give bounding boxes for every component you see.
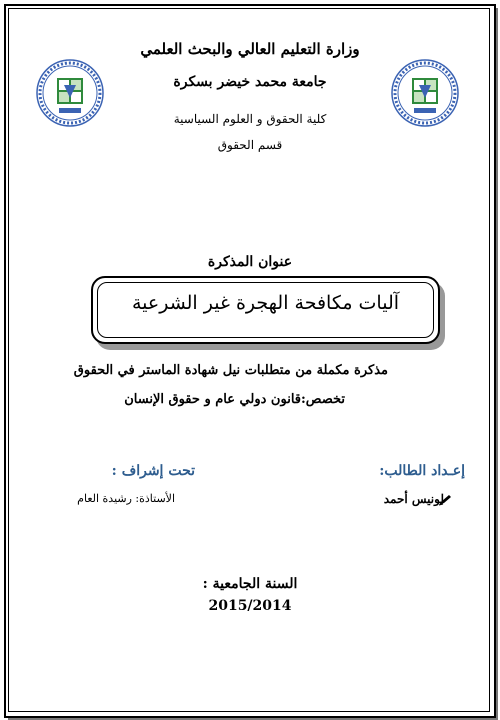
supervisor-name: الأستاذة: رشيدة العام [77,492,175,505]
thesis-title: آليات مكافحة الهجرة غير الشرعية [131,292,400,314]
thesis-title-box [91,276,440,344]
department-heading: قسم الحقوق [217,138,283,152]
faculty-heading: كلية الحقوق و العلوم السياسية [173,112,327,126]
prepared-by-label: إعـداد الطالب: [379,463,465,479]
university-heading: جامعة محمد خيضر بسكرة [173,74,327,90]
ministry-heading: وزارة التعليم العالي والبحث العلمي [140,40,360,58]
specialty-line: تخصص:قانون دولي عام و حقوق الإنسان [124,392,345,407]
thesis-title-label: عنوان المذكرة [207,254,293,270]
supervised-by-label: تحت إشراف : [111,463,195,479]
academic-year-label: السنة الجامعية : [202,576,298,592]
student-name: لونيس أحمد [383,492,444,506]
memo-description: مذكرة مكملة من متطلبات نيل شهادة الماستر في الحقوق [73,363,388,378]
academic-year-value: 2015/2014 [208,598,292,614]
